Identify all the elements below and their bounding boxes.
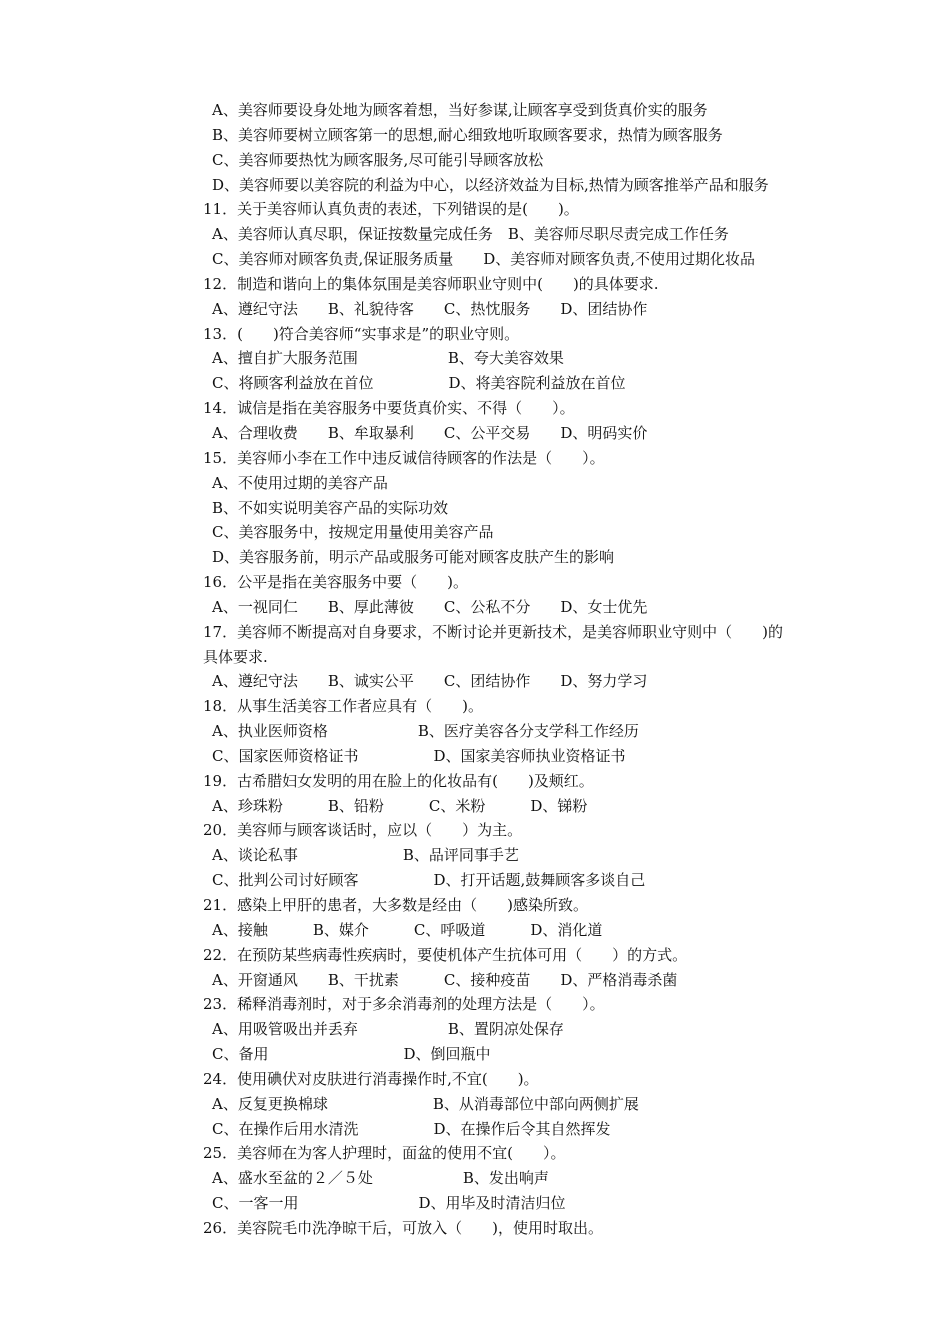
option-line: C、国家医师资格证书 D、国家美容师执业资格证书 [212,746,626,765]
option-line: C、美容师对顾客负责,保证服务质量 D、美容师对顾客负责,不使用过期化妆品 [212,250,756,269]
option-line: D、美容服务前，明示产品或服务可能对顾客皮肤产生的影响 [212,548,615,567]
option-line: C、美容师要热忱为顾客服务,尽可能引导顾客放松 [212,150,544,169]
option-line: C、在操作后用水清洗 D、在操作后令其自然挥发 [212,1119,611,1138]
question-continuation-line: 具体要求. [203,647,268,666]
option-line: D、美容师要以美容院的利益为中心，以经济效益为目标,热情为顾客推举产品和服务 [212,175,769,194]
question-line: 15．美容师小李在工作中违反诚信待顾客的作法是（ ）。 [203,448,605,467]
option-line: C、一客一用 D、用毕及时清洁归位 [212,1194,566,1213]
option-line: A、珍珠粉 B、铅粉 C、米粉 D、锑粉 [212,796,588,815]
option-line: A、一视同仁 B、厚此薄彼 C、公私不分 D、女士优先 [212,597,648,616]
question-line: 14．诚信是指在美容服务中要货真价实、不得（ ）。 [203,399,575,418]
question-line: 16．公平是指在美容服务中要（ )。 [203,573,468,592]
question-line: 25．美容师在为客人护理时，面盆的使用不宜( ）。 [203,1144,566,1163]
question-line: 23．稀释消毒剂时，对于多余消毒剂的处理方法是（ ）。 [203,995,605,1014]
option-line: C、备用 D、倒回瓶中 [212,1045,491,1064]
option-line: C、批判公司讨好顾客 D、打开话题,鼓舞顾客多谈自己 [212,871,646,890]
question-line: 26．美容院毛巾洗净晾干后，可放入（ )，使用时取出。 [203,1218,603,1237]
option-line: B、美容师要树立顾客第一的思想,耐心细致地听取顾客要求，热情为顾客服务 [212,125,723,144]
question-line: 12．制造和谐向上的集体氛围是美容师职业守则中( )的具体要求. [203,274,659,293]
option-line: A、用吸管吸出并丢弃 B、置阴凉处保存 [212,1020,564,1039]
question-line: 19．古希腊妇女发明的用在脸上的化妆品有( )及颊红。 [203,771,594,790]
option-line: A、美容师认真尽职，保证按数量完成任务 B、美容师尽职尽责完成工作任务 [212,225,729,244]
question-line: 20．美容师与顾客谈话时，应以（ ）为主。 [203,821,523,840]
option-line: A、反复更换棉球 B、从消毒部位中部向两侧扩展 [212,1094,639,1113]
option-line: C、美容服务中，按规定用量使用美容产品 [212,523,494,542]
question-line: 18．从事生活美容工作者应具有（ )。 [203,697,483,716]
option-line: A、擅自扩大服务范围 B、夸大美容效果 [212,349,564,368]
question-line: 21．感染上甲肝的患者，大多数是经由（ )感染所致。 [203,896,588,914]
option-line: A、执业医师资格 B、医疗美容各分支学科工作经历 [212,722,639,741]
option-line: A、美容师要设身处地为顾客着想，当好参谋,让顾客享受到货真价实的服务 [212,101,708,119]
option-line: C、将顾客利益放在首位 D、将美容院利益放在首位 [212,374,626,393]
question-list [203,98,883,1241]
option-line: A、盛水至盆的２／５处 B、发出响声 [212,1169,549,1188]
option-line: A、接触 B、媒介 C、呼吸道 D、消化道 [212,920,603,939]
question-line: 22．在预防某些病毒性疾病时，要使机体产生抗体可用（ ）的方式。 [203,945,688,964]
option-line: A、遵纪守法 B、诚实公平 C、团结协作 D、努力学习 [212,672,648,691]
option-line: B、不如实说明美容产品的实际功效 [212,498,449,517]
option-line: A、不使用过期的美容产品 [212,473,388,492]
option-line: A、合理收费 B、牟取暴利 C、公平交易 D、明码实价 [212,423,648,442]
question-line: 13．( )符合美容师“实事求是”的职业守则。 [203,324,520,343]
question-line: 17．美容师不断提高对自身要求，不断讨论并更新技术，是美容师职业守则中（ )的 [203,622,783,641]
option-line: A、谈论私事 B、品评同事手艺 [212,846,519,865]
option-line: A、遵纪守法 B、礼貌待客 C、热忱服务 D、团结协作 [212,299,648,318]
question-line: 11．关于美容师认真负责的表述，下列错误的是( )。 [203,200,579,219]
question-line: 24．使用碘伏对皮肤进行消毒操作时,不宜( )。 [203,1069,539,1088]
option-line: A、开窗通风 B、干扰素 C、接种疫苗 D、严格消毒杀菌 [212,970,678,989]
